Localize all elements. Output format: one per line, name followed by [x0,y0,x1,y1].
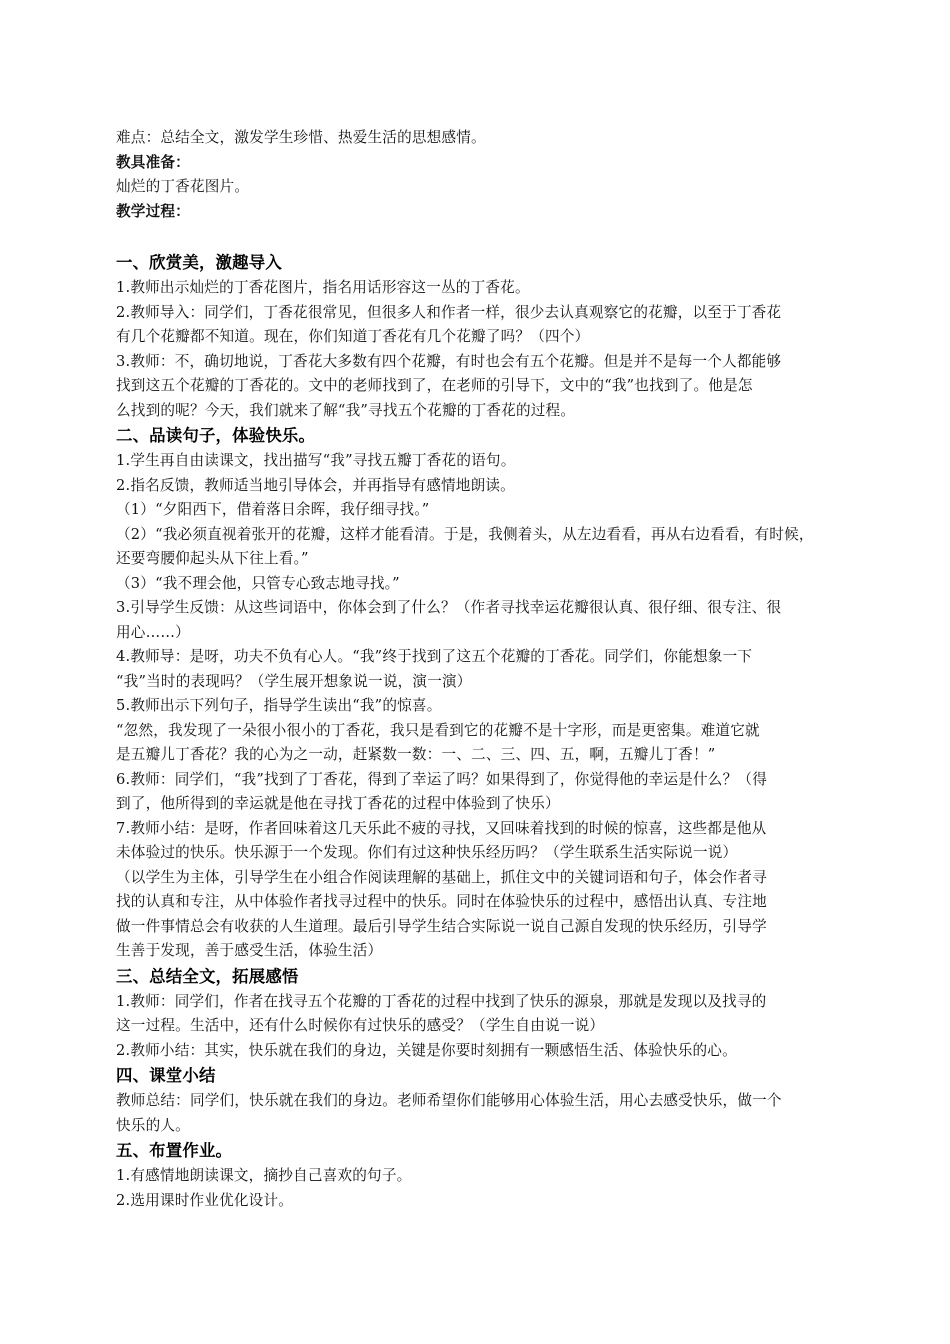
paragraph-line: 1.有感情地朗读课文，摘抄自己喜欢的句子。 [116,1167,412,1184]
paragraph [116,276,840,301]
paragraph-line: （2）“我必须直视着张开的花瓣，这样才能看清。于是，我侧着头，从左边看看，再从右边看看，有时候， [116,525,814,543]
paragraph-line: 1.教师：同学们，作者在找寻五个花瓣的丁香花的过程中找到了快乐的源泉，那就是发现以及找寻的 [116,992,767,1010]
section-heading: 一、欣赏美，激趣导入 [116,253,282,272]
paragraph-line: 5.教师出示下列句子，指导学生读出“我”的惊喜。 [116,697,442,714]
paragraph-line: 找到这五个花瓣的丁香花的。文中的老师找到了，在老师的引导下，文中的“我”也找到了。他是怎 [116,377,753,394]
spacer [116,224,840,250]
paragraph-line: 6.教师：同学们，“我”找到了丁香花，得到了幸运了吗？如果得到了，你觉得他的幸运是什么？（得 [116,770,767,788]
lesson-sections [116,250,840,1213]
paragraph-line: 未体验过的快乐。快乐源于一个发现。你们有过这种快乐经历吗？（学生联系生活实际说一说） [116,844,738,861]
paragraph-line: 3.教师：不，确切地说，丁香花大多数有四个花瓣，有时也会有五个花瓣。但是并不是每一个人都能够 [116,352,782,370]
paragraph [116,523,840,572]
paragraph [116,449,840,474]
paragraph-line: 做一件事情总会有收获的人生道理。最后引导学生结合实际说一说自己源自发现的快乐经历，引导学 [116,917,767,935]
paragraph [116,1189,840,1214]
paragraph-line: 生善于发现，善于感受生活，体验生活） [116,942,383,959]
paragraph [116,350,840,424]
paragraph [116,990,840,1039]
paragraph-line: 1.学生再自由读课文，找出描写“我”寻找五瓣丁香花的语句。 [116,452,516,469]
paragraph-line: 3.引导学生反馈：从这些词语中，你体会到了什么？（作者寻找幸运花瓣很认真、很仔细、很专注、很 [116,599,782,616]
paragraph [116,596,840,645]
paragraph-line: 有几个花瓣都不知道。现在，你们知道丁香花有几个花瓣了吗？（四个） [116,328,590,345]
lesson-plan-page [116,126,840,1213]
paragraph [116,1164,840,1189]
paragraph [116,301,840,350]
paragraph-line: 这一过程。生活中，还有什么时候你有过快乐的感受？（学生自由说一说） [116,1017,605,1034]
paragraph [116,719,840,768]
paragraph-line: 1.教师出示灿烂的丁香花图片，指名用话形容这一丛的丁香花。 [116,279,530,296]
paragraph-line: （3）“我不理会他，只管专心致志地寻找。” [116,574,400,592]
paragraph-line: “忽然，我发现了一朵很小很小的丁香花，我只是看到它的花瓣不是十字形，而是更密集。难道它就 [116,721,760,739]
paragraph-line: 还要弯腰仰起头从下往上看。” [116,550,309,567]
section-heading: 五、布置作业。 [116,1141,233,1160]
paragraph-line: （以学生为主体，引导学生在小组合作阅读理解的基础上，抓住文中的关键词语和句子，体会作者寻 [116,868,767,886]
prep-label: 教具准备： [116,153,190,171]
paragraph [116,694,840,719]
paragraph [116,1039,840,1064]
section-heading: 四、课堂小结 [116,1066,216,1085]
paragraph-line: 2.教师小结：其实，快乐就在我们的身边，关键是你要时刻拥有一颗感悟生活、体验快乐的心。 [116,1041,737,1059]
paragraph-line: 是五瓣儿丁香花？我的心为之一动，赶紧数一数：一、二、三、四、五，啊，五瓣儿丁香！” [116,746,716,763]
paragraph-line: 到了，他所得到的幸运就是他在寻找丁香花的过程中体验到了快乐） [116,795,560,812]
paragraph [116,474,840,499]
paragraph-line: 教师总结：同学们，快乐就在我们的身边。老师希望你们能够用心体验生活，用心去感受快乐，做一个 [116,1092,782,1109]
paragraph-line: 找的认真和专注，从中体验作者找寻过程中的快乐。同时在体验快乐的过程中，感悟出认真、专注地 [116,893,767,910]
section-heading: 二、品读句子，体验快乐。 [116,426,316,445]
paragraph-line: 2.指名反馈，教师适当地引导体会，并再指导有感情地朗读。 [116,476,515,494]
paragraph [116,1089,840,1138]
prep-text: 灿烂的丁香花图片。 [116,178,250,195]
paragraph-line: 7.教师小结：是呀，作者回味着这几天乐此不疲的寻找，又回味着找到的时候的惊喜，这些都是他从 [116,819,767,837]
section-heading: 三、总结全文，拓展感悟 [116,966,299,986]
paragraph [116,817,840,866]
difficulty-text: 难点：总结全文，激发学生珍惜、热爱生活的思想感情。 [116,129,486,146]
paragraph-line: 2.选用课时作业优化设计。 [116,1191,294,1209]
paragraph [116,645,840,694]
paragraph-line: 2.教师导入：同学们，丁香花很常见，但很多人和作者一样，很少去认真观察它的花瓣，以至于丁香花 [116,303,782,321]
paragraph [116,572,840,597]
paragraph [116,866,840,964]
paragraph [116,498,840,523]
paragraph-line: 4.教师导：是呀，功夫不负有心人。“我”终于找到了这五个花瓣的丁香花。同学们，你能想象一下 [116,648,753,665]
paragraph [116,768,840,817]
paragraph-line: 快乐的人。 [116,1116,190,1134]
paragraph-line: “我”当时的表现吗？（学生展开想象说一说，演一演） [116,672,472,690]
paragraph-line: 用心……） [116,623,190,641]
process-label: 教学过程： [116,202,190,220]
paragraph-line: （1）“夕阳西下，借着落日余晖，我仔细寻找。” [116,501,430,518]
paragraph-line: 么找到的呢？今天，我们就来了解“我”寻找五个花瓣的丁香花的过程。 [116,401,576,419]
